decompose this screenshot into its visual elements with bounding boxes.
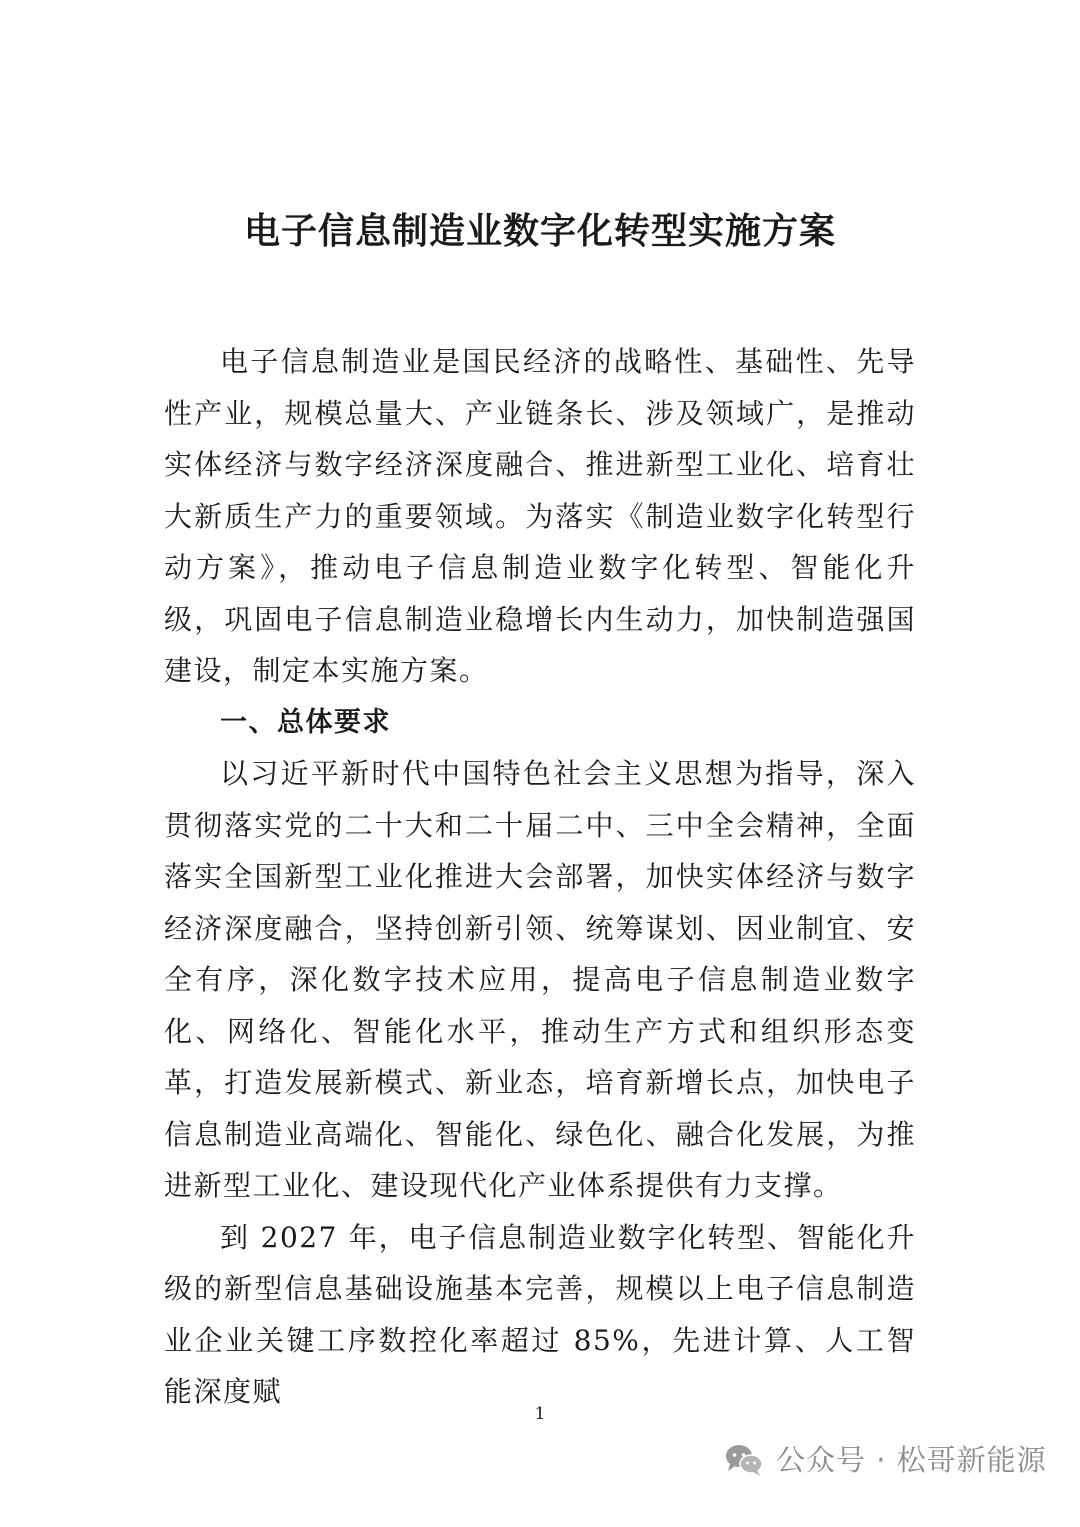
intro-paragraph: 电子信息制造业是国民经济的战略性、基础性、先导性产业，规模总量大、产业链条长、涉及领域广，是推动实体经济与数字经济深度融合、推进新型工业化、培育壮大新质生产力的重要领域。为落实《制造业数字化转型行动方案》，推动电子信息制造业数字化转型、智能化升级，巩固电子信息制造业稳增长内生动力，加快制造强国建设，制定本实施方案。	[164, 345, 916, 687]
watermark-text: 公众号 · 松哥新能源	[776, 1443, 1047, 1477]
wechat-icon	[724, 1442, 764, 1478]
page-number: 1	[534, 1404, 546, 1424]
target-paragraph: 到 2027 年，电子信息制造业数字化转型、智能化升级的新型信息基础设施基本完善，规模以上电子信息制造业企业关键工序数控化率超过 85%，先进计算、人工智能深度赋	[164, 1220, 916, 1408]
watermark	[724, 1436, 1047, 1484]
document-title: 电子信息制造业数字化转型实施方案	[243, 211, 836, 252]
guiding-paragraph: 以习近平新时代中国特色社会主义思想为指导，深入贯彻落实党的二十大和二十届二中、三中全会精神，全面落实全国新型工业化推进大会部署，加快实体经济与数字经济深度融合，坚持创新引领、统筹谋划、因业制宜、安全有序，深化数字技术应用，提高电子信息制造业数字化、网络化、智能化水平，推动生产方式和组织形态变革，打造发展新模式、新业态，培育新增长点，加快电子信息制造业高端化、智能化、绿色化、融合化发展，为推进新型工业化、建设现代化产业体系提供有力支撑。	[164, 757, 916, 1202]
section-heading: 一、总体要求	[220, 706, 391, 738]
document-body	[164, 336, 916, 1418]
